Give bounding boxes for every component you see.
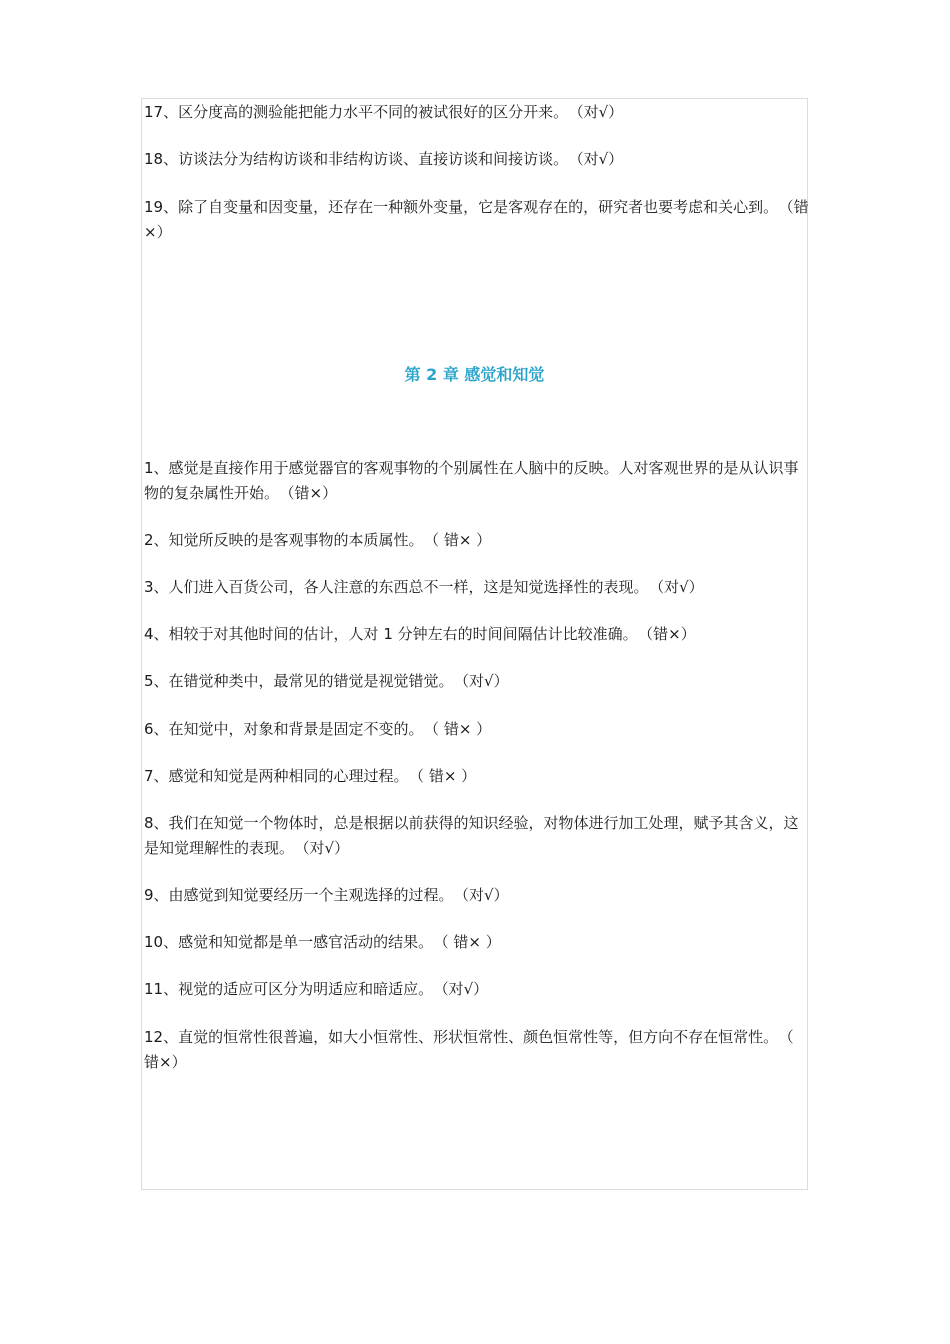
question-18 <box>144 147 812 172</box>
answer-badge: （ 错× ） <box>441 933 501 951</box>
question-text: 5、在错觉种类中，最常见的错觉是视觉错觉。 <box>144 672 454 690</box>
answer-badge: （ 错× ） <box>416 767 477 785</box>
answer-badge: （ 错×） <box>144 1028 794 1071</box>
question-text: 17、区分度高的测验能把能力水平不同的被试很好的区分开来。 <box>144 103 569 121</box>
question-11 <box>144 977 812 1002</box>
question-text: 7、感觉和知觉是两种相同的心理过程。 <box>144 767 409 785</box>
answer-badge: （对√） <box>656 578 704 596</box>
answer-badge: （对√） <box>576 150 624 168</box>
answer-badge: （错×） <box>287 484 338 502</box>
answer-badge: （对√） <box>441 980 489 998</box>
question-7 <box>144 764 812 789</box>
question-17 <box>144 100 812 125</box>
question-text: 9、由感觉到知觉要经历一个主观选择的过程。 <box>144 886 454 904</box>
question-9 <box>144 883 812 908</box>
question-8 <box>144 811 812 861</box>
question-1 <box>144 456 812 506</box>
question-3 <box>144 575 812 600</box>
question-10 <box>144 930 812 955</box>
answer-badge: （ 错× ） <box>431 531 492 549</box>
chapter-title: 第 2 章 感觉和知觉 <box>404 365 545 384</box>
answer-badge: （错×） <box>144 198 809 241</box>
question-4 <box>144 622 812 647</box>
answer-badge: （对√） <box>576 103 624 121</box>
answer-badge: （ 错× ） <box>431 720 492 738</box>
question-text: 10、感觉和知觉都是单一感官活动的结果。 <box>144 933 434 951</box>
answer-badge: （对√） <box>461 672 509 690</box>
question-text: 12、直觉的恒常性很普遍，如大小恒常性、形状恒常性、颜色恒常性等，但方向不存在恒常性。 <box>144 1028 779 1046</box>
question-5 <box>144 669 812 694</box>
question-text: 2、知觉所反映的是客观事物的本质属性。 <box>144 531 424 549</box>
question-text: 3、人们进入百货公司，各人注意的东西总不一样，这是知觉选择性的表现。 <box>144 578 649 596</box>
question-2 <box>144 528 812 553</box>
question-text: 19、除了自变量和因变量，还存在一种额外变量，它是客观存在的，研究者也要考虑和关心到。 <box>144 198 779 216</box>
question-19 <box>144 195 812 245</box>
answer-badge: （错×） <box>645 625 696 643</box>
question-text: 4、相较于对其他时间的估计，人对 1 分钟左右的时间间隔估计比较准确。 <box>144 625 638 643</box>
question-text: 11、视觉的适应可区分为明适应和暗适应。 <box>144 980 434 998</box>
question-text: 8、我们在知觉一个物体时，总是根据以前获得的知识经验，对物体进行加工处理，赋予其含义，这是知觉理解性的表现。 <box>144 814 799 857</box>
question-12 <box>144 1025 812 1075</box>
answer-badge: （对√） <box>302 839 350 857</box>
question-text: 1、感觉是直接作用于感觉器官的客观事物的个别属性在人脑中的反映。人对客观世界的是从认识事物的复杂属性开始。 <box>144 459 799 502</box>
question-6 <box>144 717 812 742</box>
question-text: 6、在知觉中，对象和背景是固定不变的。 <box>144 720 424 738</box>
question-text: 18、访谈法分为结构访谈和非结构访谈、直接访谈和间接访谈。 <box>144 150 569 168</box>
answer-badge: （对√） <box>461 886 509 904</box>
